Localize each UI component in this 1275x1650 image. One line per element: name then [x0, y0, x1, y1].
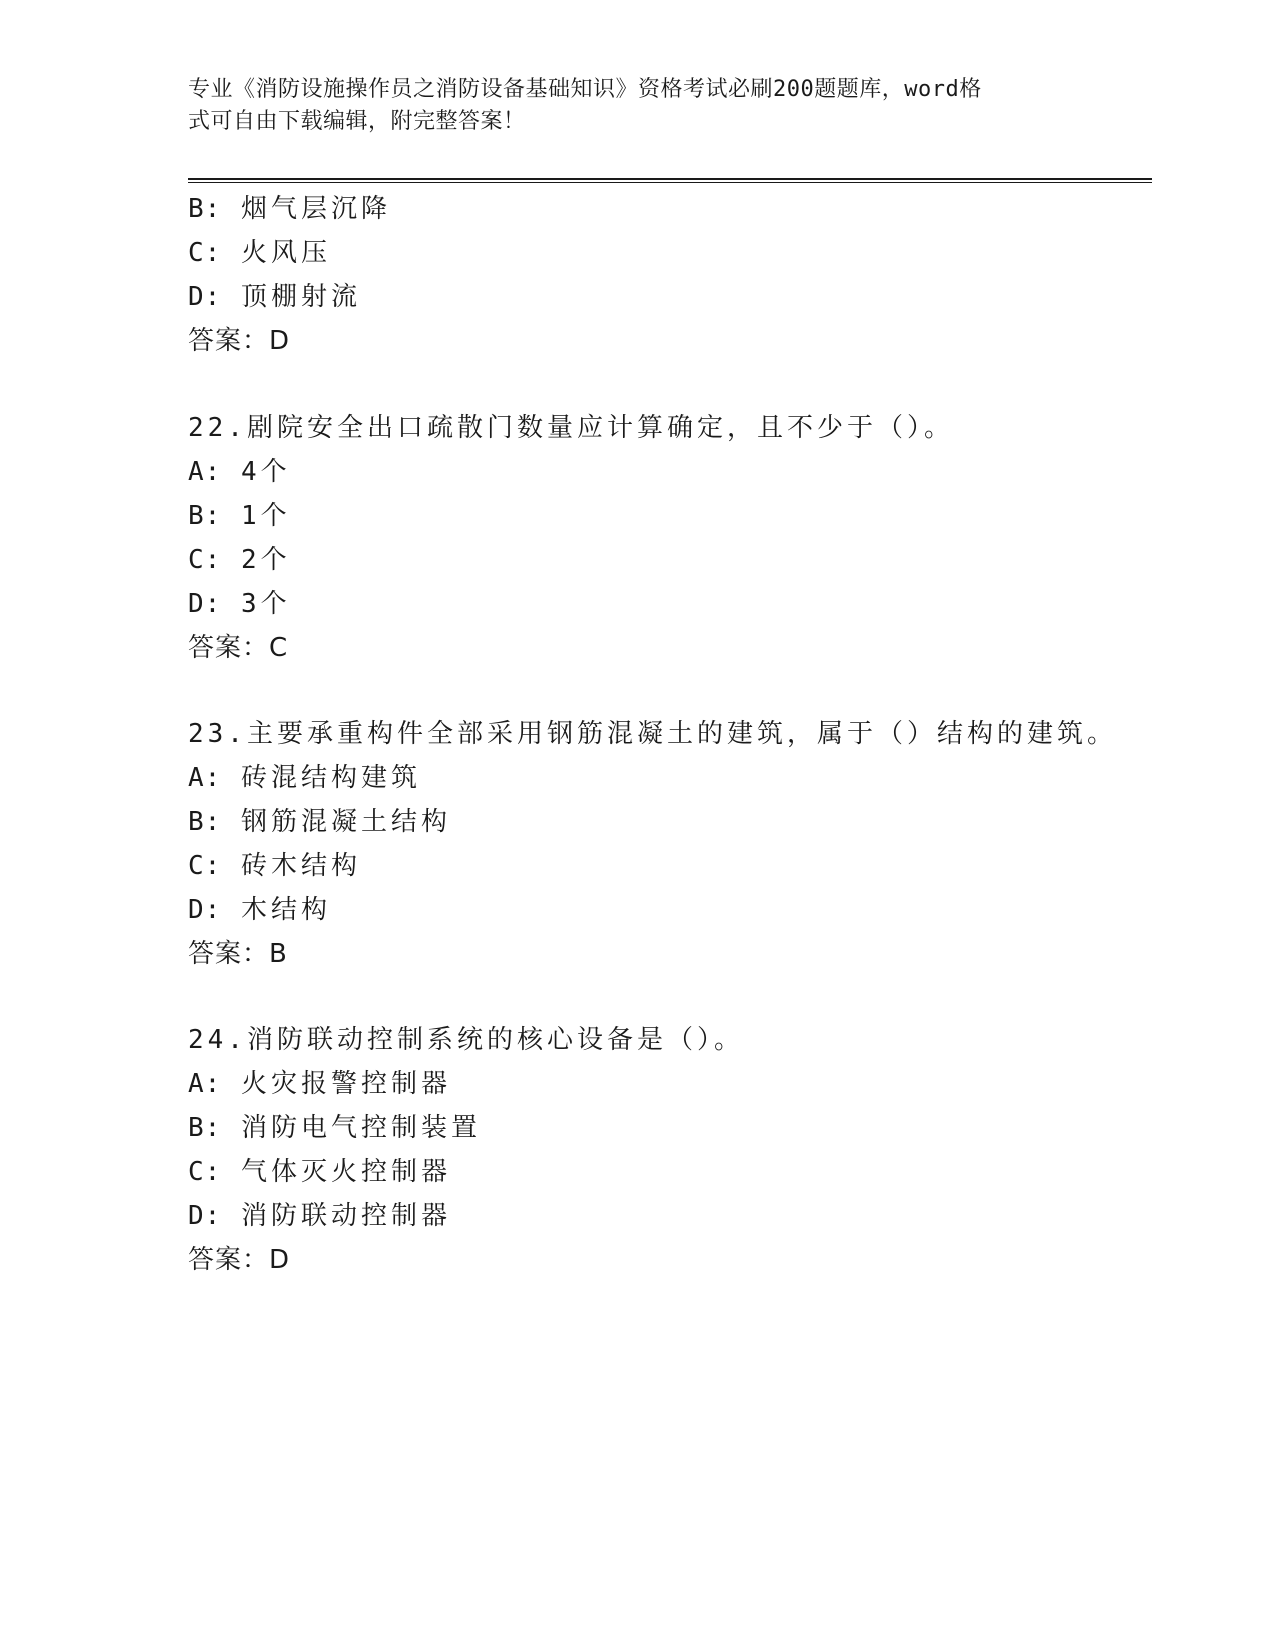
q22-question: 22.剧院安全出口疏散门数量应计算确定，且不少于（）。 [188, 413, 954, 443]
q21-option-d: D: 顶棚射流 [188, 282, 361, 312]
q23-answer: 答案：B [188, 939, 288, 969]
q23-option-c: C: 砖木结构 [188, 851, 361, 881]
q21-option-b: B: 烟气层沉降 [188, 194, 391, 224]
q24-question: 24.消防联动控制系统的核心设备是（）。 [188, 1025, 744, 1055]
q22-option-a: A: 4个 [188, 457, 291, 487]
q22-option-d: D: 3个 [188, 589, 291, 619]
q24-option-b: B: 消防电气控制装置 [188, 1113, 481, 1143]
q23-question: 23.主要承重构件全部采用钢筋混凝土的建筑，属于（）结构的建筑。 [188, 719, 1117, 749]
q24-option-a: A: 火灾报警控制器 [188, 1069, 451, 1099]
header-line-1: 专业《消防设施操作员之消防设备基础知识》资格考试必刷200题题库，word格 [188, 77, 982, 102]
q22-answer: 答案：C [188, 633, 289, 663]
q22-option-b: B: 1个 [188, 501, 291, 531]
document-header [188, 74, 1088, 138]
q21-option-c: C: 火风压 [188, 238, 331, 268]
q24-answer: 答案：D [188, 1245, 291, 1275]
header-divider [188, 178, 1152, 183]
header-line-2: 式可自由下载编辑，附完整答案！ [188, 109, 526, 134]
q23-option-a: A: 砖混结构建筑 [188, 763, 421, 793]
q23-option-b: B: 钢筋混凝土结构 [188, 807, 451, 837]
q23-option-d: D: 木结构 [188, 895, 331, 925]
q24-option-c: C: 气体灭火控制器 [188, 1157, 451, 1187]
q21-answer: 答案：D [188, 326, 291, 356]
q24-option-d: D: 消防联动控制器 [188, 1201, 451, 1231]
q22-option-c: C: 2个 [188, 545, 291, 575]
